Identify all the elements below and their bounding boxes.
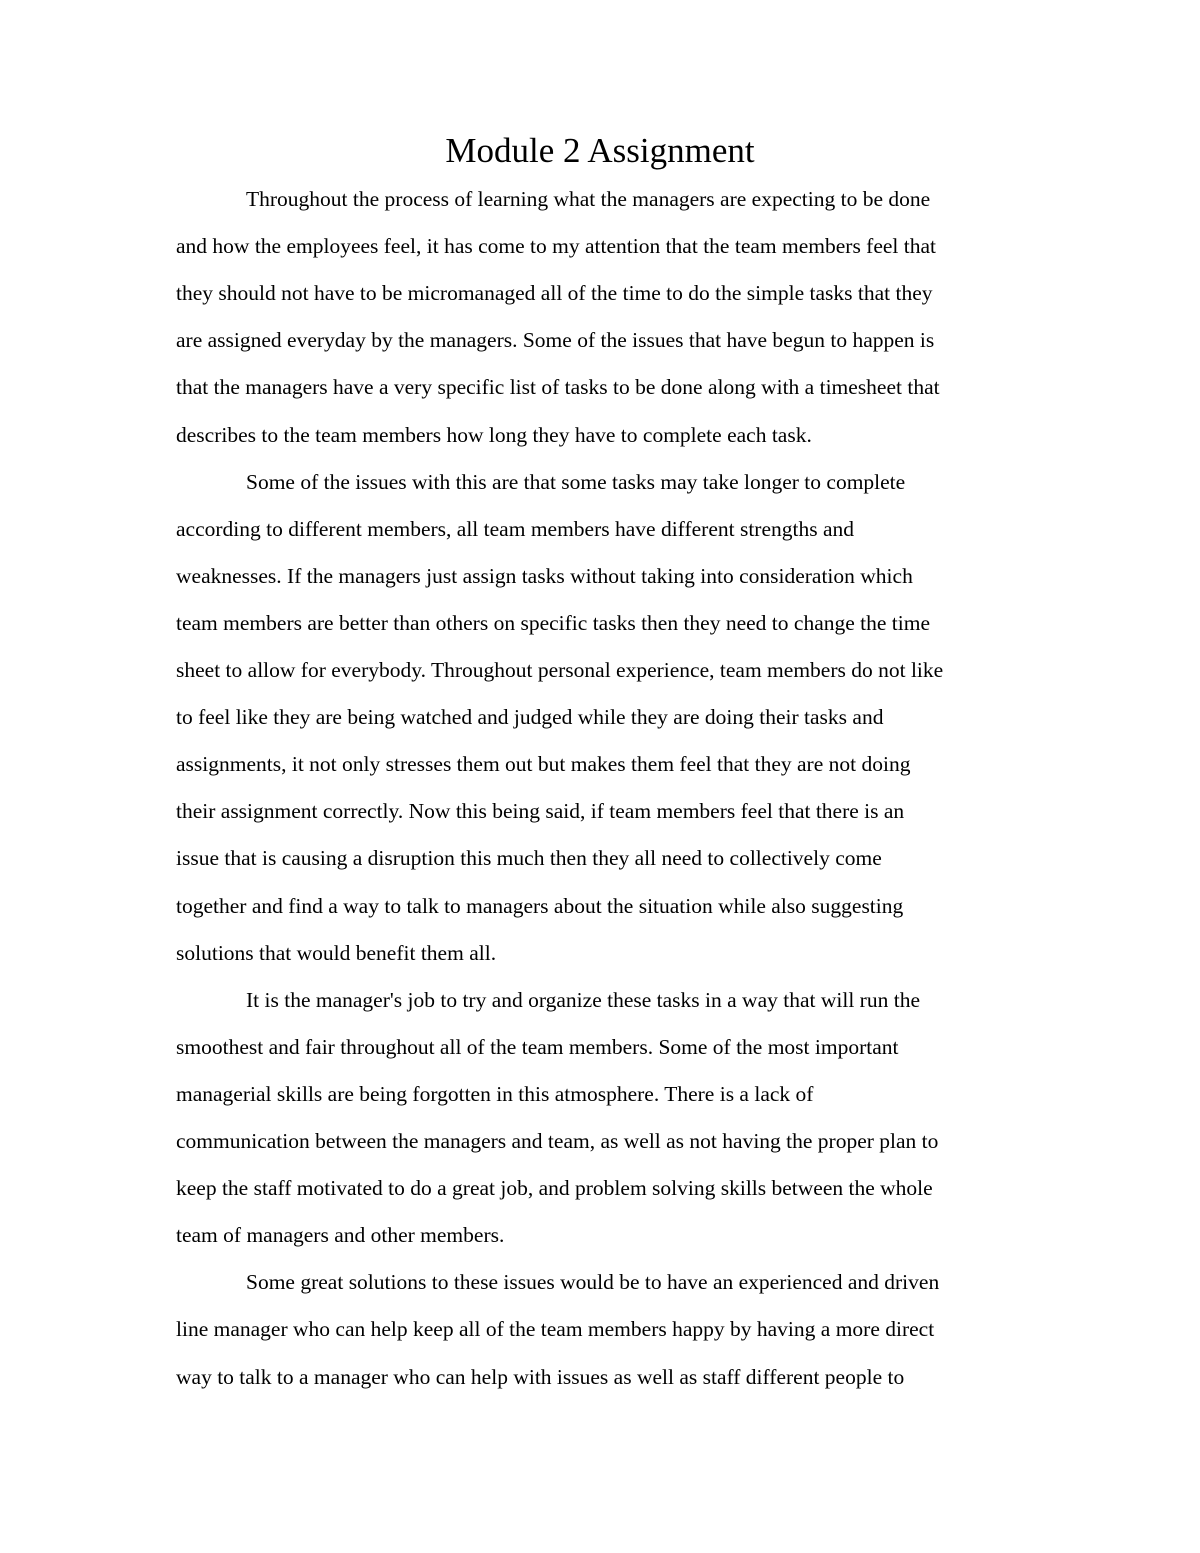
paragraph-first-line: Some of the issues with this are that some tasks may take longer to complete [246, 469, 906, 494]
paragraph-line: managerial skills are being forgotten in this atmosphere. There is a lack of [176, 1081, 814, 1106]
paragraph-first-line: Throughout the process of learning what the managers are expecting to be done [246, 187, 931, 211]
page-title: Module 2 Assignment [445, 131, 755, 170]
paragraph-line: smoothest and fair throughout all of the team members. Some of the most important [176, 1034, 899, 1059]
paragraph-line: team members are better than others on specific tasks then they need to change the time [176, 610, 931, 635]
paragraph-line: that the managers have a very specific list of tasks to be done along with a timesheet that [176, 375, 940, 400]
paragraph-line: keep the staff motivated to do a great job, and problem solving skills between the whole [176, 1176, 933, 1201]
paragraph-line: issue that is causing a disruption this much then they all need to collectively come [176, 846, 882, 871]
paragraph-line: weaknesses. If the managers just assign tasks without taking into consideration which [176, 563, 913, 588]
paragraph-line: are assigned everyday by the managers. Some of the issues that have begun to happen is [176, 328, 935, 353]
paragraph-line: way to talk to a manager who can help with issues as well as staff different people to [176, 1364, 905, 1389]
paragraph-line: and how the employees feel, it has come to my attention that the team members feel that [176, 234, 937, 259]
paragraph-line: they should not have to be micromanaged all of the time to do the simple tasks that they [176, 281, 933, 306]
paragraph-line: describes to the team members how long they have to complete each task. [176, 422, 812, 447]
paragraph-line: solutions that would benefit them all. [176, 940, 497, 965]
paragraph-line: sheet to allow for everybody. Throughout personal experience, team members do not like [176, 658, 944, 682]
paragraph-first-line: It is the manager's job to try and organize these tasks in a way that will run the [246, 987, 920, 1012]
paragraph-line: according to different members, all team members have different strengths and [176, 516, 855, 541]
paragraph-line: together and find a way to talk to managers about the situation while also suggesting [176, 893, 904, 918]
paragraph-line: their assignment correctly. Now this being said, if team members feel that there is an [176, 799, 905, 824]
paragraph-line: to feel like they are being watched and judged while they are doing their tasks and [176, 705, 884, 730]
paragraph-line: team of managers and other members. [176, 1223, 505, 1248]
paragraph-line: line manager who can help keep all of the team members happy by having a more direct [176, 1317, 935, 1342]
paragraph-first-line: Some great solutions to these issues would be to have an experienced and driven [246, 1270, 940, 1295]
paragraph-line: communication between the managers and team, as well as not having the proper plan to [176, 1129, 939, 1153]
paragraph-line: assignments, it not only stresses them out but makes them feel that they are not doing [176, 752, 911, 777]
